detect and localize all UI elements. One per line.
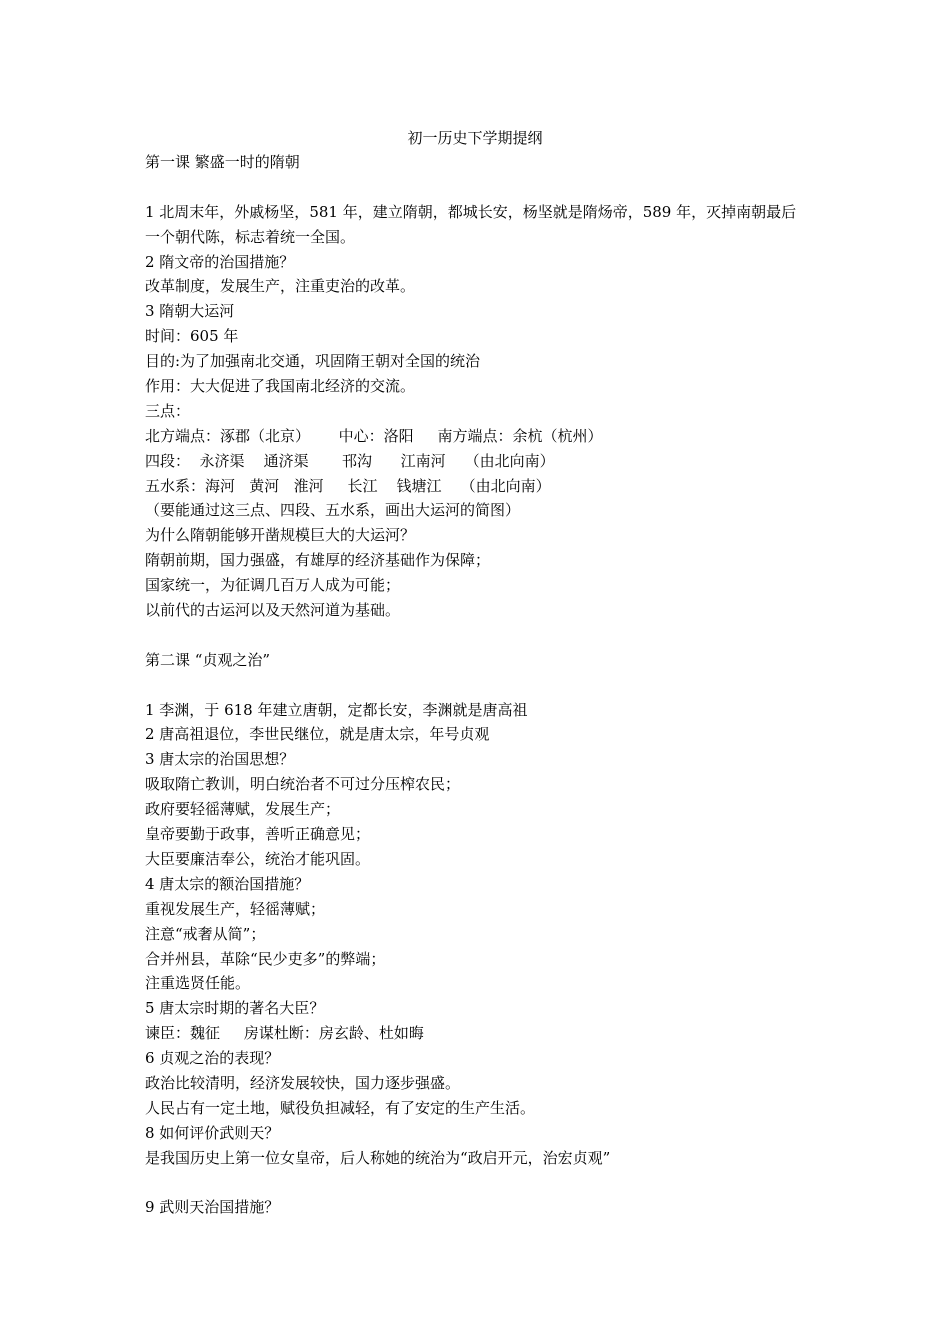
text-line: 北方端点：涿郡（北京） 中心：洛阳 南方端点：余杭（杭州）	[145, 426, 603, 445]
text-line: 国家统一，为征调几百万人成为可能；	[145, 576, 401, 595]
text-line: 1 北周末年，外戚杨坚，581 年，建立隋朝，都城长安，杨坚就是隋炀帝，589 年，灭掉南朝最后	[145, 202, 797, 221]
text-line: 人民占有一定土地，赋役负担减轻，有了安定的生产生活。	[145, 1098, 536, 1117]
text-line: 作用：大大促进了我国南北经济的交流。	[145, 377, 416, 396]
text-line: 3 隋朝大运河	[145, 302, 235, 321]
text-line: 第一课 繁盛一时的隋朝	[145, 153, 300, 171]
text-line: 一个朝代陈，标志着统一全国。	[145, 227, 356, 246]
text-line: 8 如何评价武则天？	[145, 1123, 280, 1142]
text-line: 1 李渊，于 618 年建立唐朝，定都长安，李渊就是唐高祖	[145, 700, 528, 719]
text-line: 大臣要廉洁奉公，统治才能巩固。	[145, 849, 371, 868]
blank-line	[145, 673, 825, 698]
text-line: 时间：605 年	[145, 327, 239, 346]
text-line: （要能通过这三点、四段、五水系，画出大运河的简图）	[145, 501, 521, 520]
text-line: 谏臣：魏征 房谋杜断：房玄龄、杜如晦	[145, 1024, 424, 1043]
text-line: 三点：	[145, 401, 191, 420]
text-line: 第二课 “贞观之治”	[145, 650, 271, 669]
text-line: 4 唐太宗的额治国措施？	[145, 874, 310, 893]
text-line: 四段： 永济渠 通济渠 邗沟 江南河 （由北向南）	[145, 451, 555, 470]
text-line: 政府要轻徭薄赋，发展生产；	[145, 800, 341, 819]
text-line: 吸取隋亡教训，明白统治者不可过分压榨农民；	[145, 775, 461, 794]
document-title: 初一历史下学期提纲	[407, 129, 543, 147]
text-line: 6 贞观之治的表现？	[145, 1049, 280, 1068]
text-line: 5 唐太宗时期的著名大臣？	[145, 999, 325, 1018]
text-line: 五水系：海河 黄河 淮河 长江 钱塘江 （由北向南）	[145, 476, 551, 495]
text-line: 注意“戒奢从简”；	[145, 924, 266, 943]
text-line: 3 唐太宗的治国思想？	[145, 750, 295, 769]
text-line: 皇帝要勤于政事，善听正确意见；	[145, 825, 371, 844]
text-line: 2 隋文帝的治国措施？	[145, 252, 295, 271]
text-line: 隋朝前期，国力强盛，有雄厚的经济基础作为保障；	[145, 551, 491, 570]
text-line: 2 唐高祖退位，李世民继位，就是唐太宗，年号贞观	[145, 725, 490, 744]
blank-line	[145, 623, 825, 648]
document-body	[145, 150, 825, 1220]
text-line: 以前代的古运河以及天然河道为基础。	[145, 601, 401, 620]
text-line: 重视发展生产，轻徭薄赋；	[145, 899, 326, 918]
text-line: 注重选贤任能。	[145, 974, 251, 993]
text-line: 是我国历史上第一位女皇帝，后人称她的统治为“政启开元，治宏贞观”	[145, 1148, 611, 1167]
text-line: 合并州县，革除“民少吏多”的弊端；	[145, 949, 386, 968]
text-line: 为什么隋朝能够开凿规模巨大的大运河？	[145, 526, 416, 545]
text-line: 目的:为了加强南北交通，巩固隋王朝对全国的统治	[145, 352, 481, 371]
blank-line	[145, 1171, 825, 1196]
text-line: 9 武则天治国措施？	[145, 1198, 280, 1217]
blank-line	[145, 175, 825, 200]
text-line: 政治比较清明，经济发展较快，国力逐步强盛。	[145, 1073, 461, 1092]
text-line: 改革制度，发展生产，注重吏治的改革。	[145, 277, 416, 296]
